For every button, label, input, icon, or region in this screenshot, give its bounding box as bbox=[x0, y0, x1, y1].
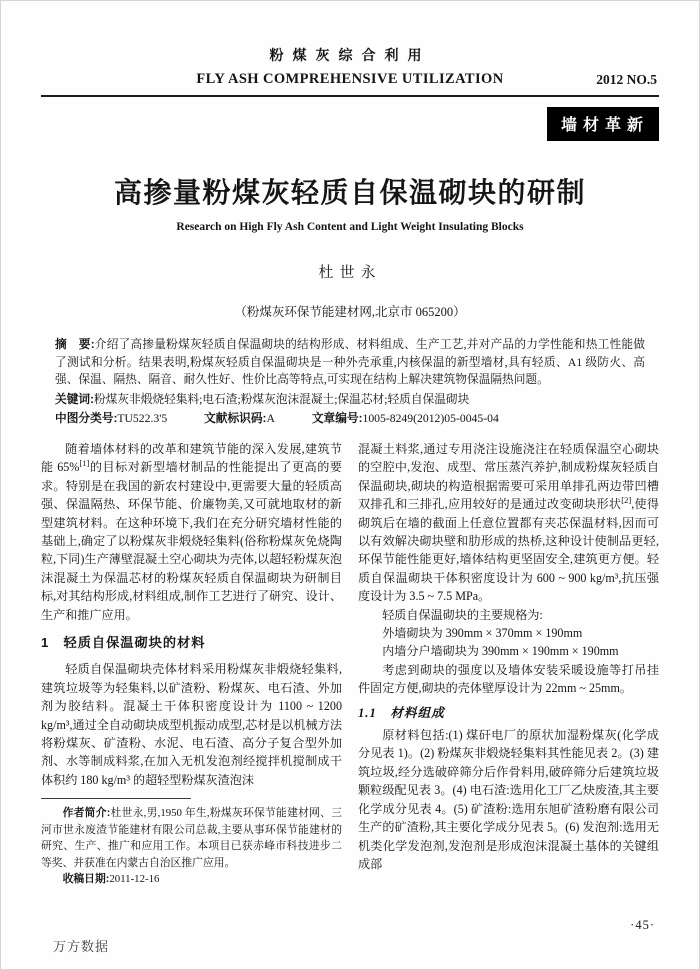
journal-header-row bbox=[41, 70, 659, 97]
right-column bbox=[358, 440, 659, 887]
spec-intro: 轻质自保温砌块的主要规格为: bbox=[382, 607, 543, 622]
section-heading-1-1: 1.1 材料组成 bbox=[358, 705, 445, 720]
received-date-label: 收稿日期: bbox=[62, 872, 110, 885]
received-date bbox=[41, 871, 342, 887]
paragraph: 轻质自保温砌块壳体材料采用粉煤灰非煅烧轻集料,建筑垃圾等为轻集料,以矿渣粉、粉煤灰、电石渣、外加剂为胶结料。混凝土干体积密度设计为 1100 ~ 1200 kg/m³,通过全自动砌块成型机振动成型,芯材是以机械方法将粉煤灰、矿渣粉、水泥、电石渣、高分子复合型外加剂、水等制成料浆,在加入无机发泡剂经搅拌机搅制成干体积约 180 kg/m³ 的超轻型粉煤灰渣泡沫 bbox=[41, 662, 342, 787]
watermark: 万方数据 bbox=[53, 939, 110, 954]
abstract-text: 介绍了高掺量粉煤灰轻质自保温砌块的结构形成、材料组成、生产工艺,并对产品的力学性能和热工性能做了测试和分析。结果表明,粉煤灰轻质自保温砌块是一种外壳承重,内核保温的新型墙材,具有轻质、A1 级防火、高强、保温、隔热、隔音、耐久性好、性价比高等特点,可实现在结构上解决建筑物保温隔热问题。 bbox=[55, 338, 645, 387]
document-code-label: 文献标识码: bbox=[204, 412, 267, 426]
left-column bbox=[41, 440, 342, 887]
page-number: ·45· bbox=[630, 918, 655, 932]
keywords-text: 粉煤灰非煅烧轻集料;电石渣;粉煤灰泡沫混凝土;保温芯材;轻质自保温砌块 bbox=[93, 392, 470, 406]
article-meta bbox=[55, 410, 645, 428]
spec-inner-wall: 内墙分户墙砌块为 390mm × 190mm × 190mm bbox=[382, 644, 619, 659]
clc-value: TU522.3'5 bbox=[117, 412, 168, 426]
author-bio-text: 杜世永,男,1950 年生,粉煤灰环保节能建材网、三河市世永废渣节能建材有限公司总裁,主要从事环保节能建材的研究、生产、推广和应用工作。本项目已获赤峰市科技进步二等奖、并获准在内蒙古自治区推广应用。 bbox=[41, 807, 342, 869]
author-affiliation: （粉煤灰环保节能建材网,北京市 065200） bbox=[234, 305, 466, 319]
paragraph-text: ,使得砌筑后在墙的截面上任意位置都有夹芯保温材料,因而可以有效解决砌块壁和肋形成的热桥,这种设计使制品更轻,环保节能性能更好,墙体结构更坚固安全,建筑更方便。轻质自保温砌块干体积密度设计为 600 ~ 900 kg/m³,抗压强度设计为 3.5 ~ 7.5 MPa。 bbox=[358, 497, 659, 604]
article-id-value: 1005-8249(2012)05-0045-04 bbox=[362, 412, 499, 426]
reference-marker: [1] bbox=[79, 458, 90, 469]
journal-issue: 2012 NO.5 bbox=[596, 72, 657, 87]
paragraph: 原材料包括:(1) 煤矸电厂的原状加湿粉煤灰(化学成分见表 1)。(2) 粉煤灰非煅烧轻集料其性能见表 2。(3) 建筑垃圾,经分选破碎筛分后作骨料用,破碎筛分后建筑垃圾颗粒级配见表 3。(4) 电石渣:选用化工厂乙炔废渣,其主要化学成分见表 4。(5) 矿渣粉:选用东旭矿渣粉磨有限公司生产的矿渣粉,其主要化学成分见表 5。(6) 发泡剂:选用无机类化学发泡剂,发泡剂是形成泡沫混凝土基体的关键组成部 bbox=[358, 728, 659, 871]
document-code bbox=[204, 412, 275, 425]
body-columns bbox=[41, 440, 659, 887]
paragraph-text: 混凝土料浆,通过专用浇注设施浇注在轻质保温空心砌块的空腔中,发泡、成型、常压蒸汽养护,制成粉煤灰轻质自保温砌块,砌块的构造根据需要可采用单排孔两边带凹槽双排孔和三排孔,应用较好的是通过改变砌块形状 bbox=[358, 441, 659, 512]
section-heading-1: 1 轻质自保温砌块的材料 bbox=[41, 635, 206, 651]
keywords bbox=[55, 391, 645, 409]
column-badge: 墙材革新 bbox=[547, 107, 659, 141]
journal-name-en: FLY ASH COMPREHENSIVE UTILIZATION bbox=[196, 71, 504, 87]
author-name: 杜世永 bbox=[318, 265, 382, 281]
paragraph: 考虑到砌块的强度以及墙体安装采暖设施等打吊挂件固定方便,砌块的壳体壁厚设计为 22mm ~ 25mm。 bbox=[358, 662, 659, 696]
paragraph bbox=[358, 440, 659, 606]
document-code-value: A bbox=[266, 412, 275, 426]
article-title-cn: 高掺量粉煤灰轻质自保温砌块的研制 bbox=[113, 178, 586, 209]
journal-name-cn: 粉煤灰综合利用 bbox=[269, 47, 431, 63]
clc-label: 中图分类号: bbox=[55, 412, 118, 426]
spec-outer-wall: 外墙砌块为 390mm × 370mm × 190mm bbox=[382, 626, 583, 641]
article-id-label: 文章编号: bbox=[311, 412, 363, 426]
footnote bbox=[41, 798, 342, 887]
journal-header bbox=[41, 45, 659, 141]
keywords-label: 关键词: bbox=[55, 392, 94, 406]
received-date-value: 2011-12-16 bbox=[109, 872, 160, 885]
article-title-en: Research on High Fly Ash Content and Light Weight Insulating Blocks bbox=[176, 221, 524, 233]
abstract-label: 摘 要: bbox=[55, 338, 95, 351]
author-bio-label: 作者简介: bbox=[62, 807, 111, 820]
paragraph-text: 的目标对新型墙材制品的性能提出了更高的要求。特别是在我国的新农村建设中,更需要大量的轻质高强、保温隔热、环保节能、价廉物美,又可就地取材的新型建筑材料。在这种环境下,我们在充分研究墙材性能的基础上,确定了以粉煤灰非煅烧轻集料(俗称粉煤灰免烧陶粒,下同)生产薄壁混凝土空心砌块为壳体,以超轻粉煤灰泡沫混凝土为保温芯材的粉煤灰轻质自保温砌块为研制目标,对其结构形成,材料组成,制作工艺进行了研究、设计、生产和推广应用。 bbox=[41, 460, 342, 622]
paragraph bbox=[41, 440, 342, 624]
article-id bbox=[312, 412, 499, 425]
reference-marker: [2] bbox=[621, 495, 632, 506]
abstract bbox=[55, 336, 645, 389]
author-bio bbox=[41, 805, 342, 871]
column-badge-row bbox=[41, 107, 659, 141]
paragraph-text: 随着墙体材料的改革和建筑节能的深入发展,建筑节能 65% bbox=[41, 441, 342, 475]
footnote-divider bbox=[41, 798, 191, 799]
clc-number bbox=[55, 412, 167, 425]
